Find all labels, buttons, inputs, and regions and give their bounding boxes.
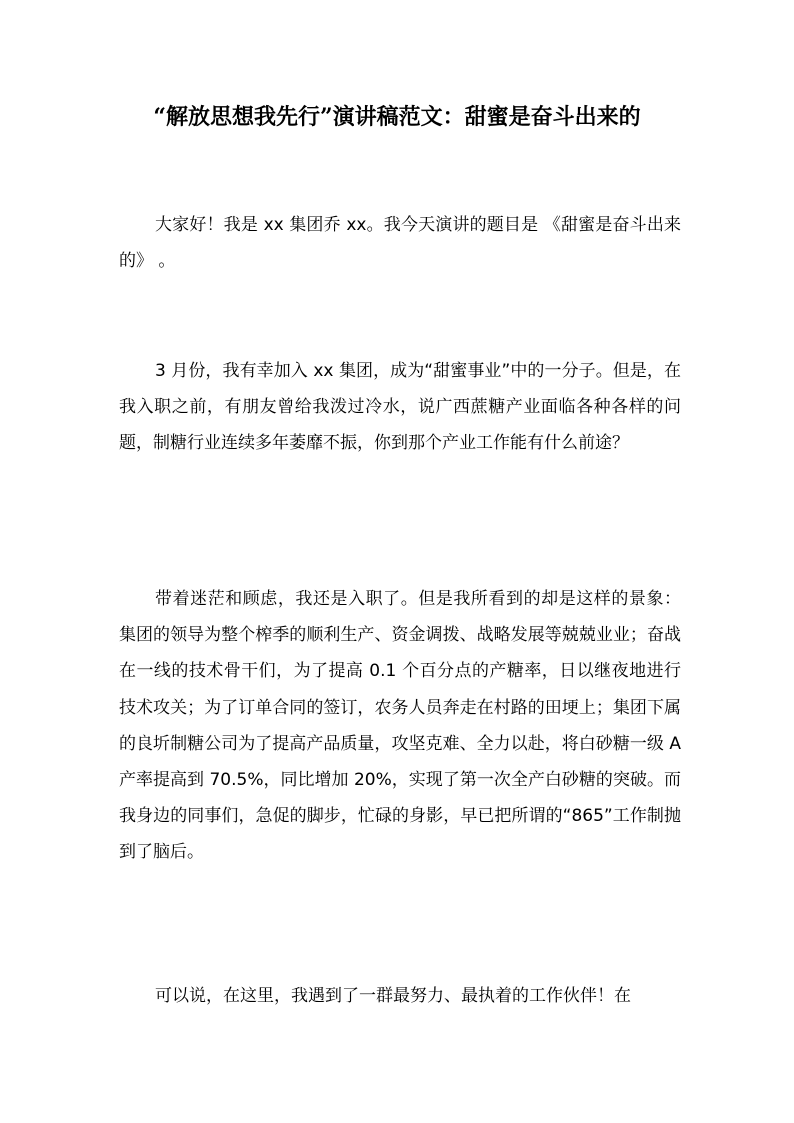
paragraph-partners: 可以说，在这里，我遇到了一群最努力、最执着的工作伙伴！在 bbox=[155, 986, 631, 1006]
document-title: “解放思想我先行”演讲稿范文：甜蜜是奋斗出来的 bbox=[153, 104, 641, 130]
paragraph-greeting: 大家好！我是 xx 集团乔 xx。我今天演讲的题目是 《甜蜜是奋斗出来的》 。 bbox=[119, 215, 681, 272]
paragraph-observations: 带着迷茫和顾虑，我还是入职了。但是我所看到的却是这样的景象：集团的领导为整个榨季的顺利生产、资金调拨、战略发展等兢兢业业；奋战在一线的技术骨干们，为了提高 0.1 个百分点的产糖率，日以继夜地进行技术攻关；为了订单合同的签订，农务人员奔走在村路的田埂上；集团下属的良圻制糖公司为了提高产品质量，攻坚克难、全力以赴，将白砂糖一级 A 产率提高到 70.5%，同比增加 20%，实现了第一次全产白砂糖的突破。而我身边的同事们，急促的脚步，忙碌的身影，早已把所谓的“865”工作制抛到了脑后。 bbox=[119, 589, 681, 863]
paragraph-joining: 3 月份，我有幸加入 xx 集团，成为“甜蜜事业”中的一分子。但是，在我入职之前，有朋友曾给我泼过冷水，说广西蔗糖产业面临各种各样的问题，制糖行业连续多年萎靡不振，你到那个产业工作能有什么前途？ bbox=[119, 361, 681, 454]
